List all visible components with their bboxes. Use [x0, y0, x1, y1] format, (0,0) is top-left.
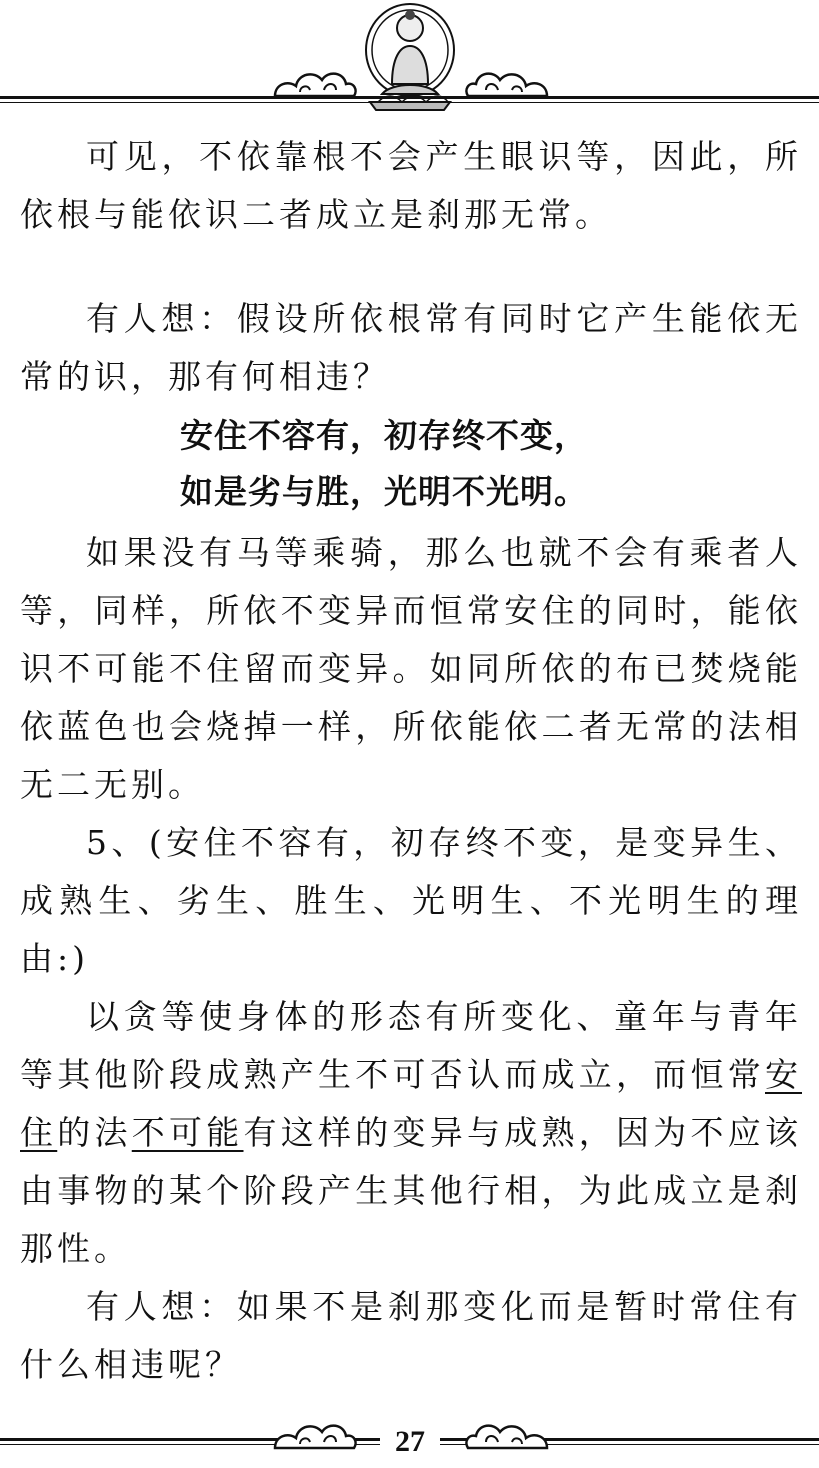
verse-line-1: 安住不容有，初存终不变， — [180, 416, 588, 455]
page-number: 27 — [380, 1424, 440, 1460]
verse-block — [20, 408, 802, 520]
verse-line-2: 如是劣与胜，光明不光明。 — [180, 472, 588, 511]
paragraph-1: 可见，不依靠根不会产生眼识等，因此，所依根与能依识二者成立是刹那无常。 — [20, 137, 802, 234]
cloud-ornament-right-icon — [462, 62, 552, 102]
cloud-ornament-left-icon — [270, 62, 360, 102]
page-header — [0, 0, 819, 115]
paragraph-5-text-a: 以贪等使身体的形态有所变化、童年与青年等其他阶段成熟产生不可否认而成立，而恒常 — [20, 997, 802, 1094]
paragraph-2: 有人想：假设所依根常有同时它产生能依无常的识，那有何相违？ — [20, 299, 802, 396]
paragraph-5 — [20, 988, 802, 1278]
paragraph-3: 如果没有马等乘骑，那么也就不会有乘者人等，同样，所依不变异而恒常安住的同时，能依识不可能不住留而变异。如同所依的布已焚烧能依蓝色也会烧掉一样，所依能依二者无常的法相无二无别。 — [20, 533, 802, 804]
buddha-image-icon — [362, 2, 458, 112]
underlined-term-2: 不可能 — [131, 1113, 244, 1152]
page-body — [20, 128, 802, 1394]
paragraph-4: 5、(安住不容有，初存终不变，是变异生、成熟生、劣生、胜生、光明生、不光明生的理由:) — [20, 823, 802, 978]
footer-cloud-right-icon — [462, 1414, 552, 1454]
footer-cloud-left-icon — [270, 1414, 360, 1454]
paragraph-5-text-b: 的法 — [57, 1113, 132, 1152]
underlined-term-1: 安住 — [20, 1055, 802, 1152]
paragraph-6: 有人想：如果不是刹那变化而是暂时常住有什么相违呢？ — [20, 1287, 802, 1384]
paragraph-5-text-c: 有这样的变异与成熟，因为不应该由事物的某个阶段产生其他行相，为此成立是刹那性。 — [20, 1113, 802, 1268]
